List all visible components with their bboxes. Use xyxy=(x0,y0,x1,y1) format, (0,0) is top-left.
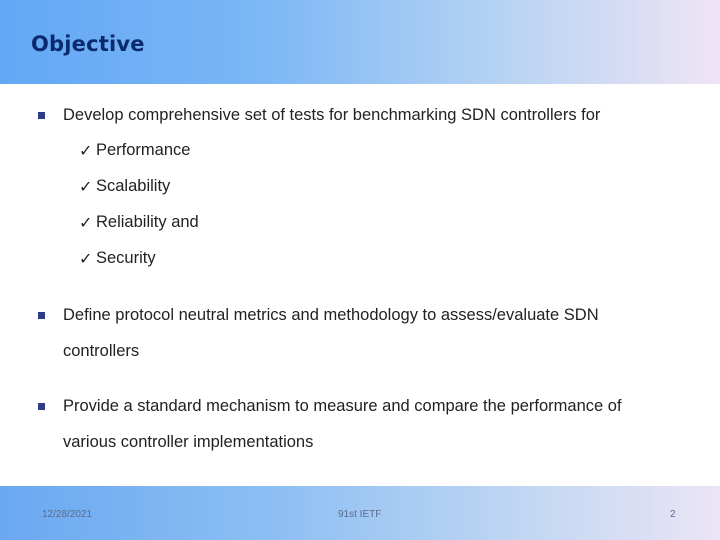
footer-page-number: 2 xyxy=(670,509,676,520)
checkmark-icon: ✓ xyxy=(79,179,93,196)
bullet-text-line: various controller implementations xyxy=(63,433,314,451)
slide-title: Objective xyxy=(31,32,145,56)
sub-item-text: Reliability and xyxy=(96,213,199,231)
sub-item-text: Security xyxy=(96,249,156,267)
checkmark-icon: ✓ xyxy=(79,143,93,160)
footer-date: 12/28/2021 xyxy=(42,509,93,520)
square-bullet-icon xyxy=(38,312,45,319)
square-bullet-icon xyxy=(38,112,45,119)
bullet-text: Develop comprehensive set of tests for benchmarking SDN controllers for xyxy=(63,106,601,124)
bullet-text-block xyxy=(63,397,622,451)
bullet-text-line: Provide a standard mechanism to measure and compare the performance of xyxy=(63,397,622,415)
checkmark-icon: ✓ xyxy=(79,251,93,268)
square-bullet-icon xyxy=(38,403,45,410)
checkmark-icon: ✓ xyxy=(79,215,93,232)
bullet-text-block xyxy=(63,306,599,360)
bullet-text-line: Define protocol neutral metrics and methodology to assess/evaluate SDN xyxy=(63,306,599,324)
sub-item-text: Performance xyxy=(96,141,191,159)
footer-center-text: 91st IETF xyxy=(338,509,382,520)
sub-item-text: Scalability xyxy=(96,177,171,195)
bullet-text-line: controllers xyxy=(63,342,140,360)
